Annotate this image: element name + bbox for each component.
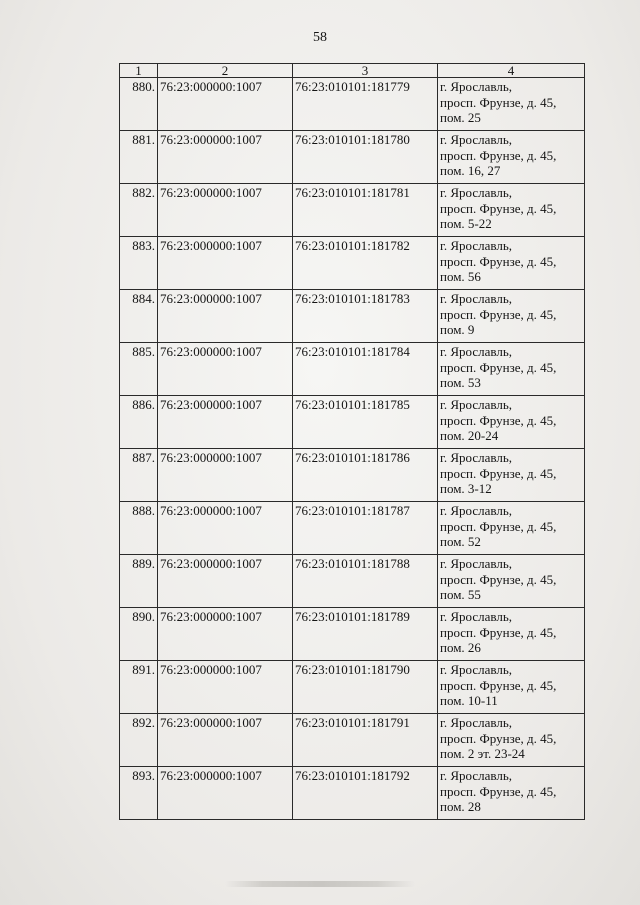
code-cell: 76:23:000000:1007 bbox=[158, 290, 293, 343]
address-line: пом. 28 bbox=[440, 799, 481, 814]
code-cell: 76:23:000000:1007 bbox=[158, 608, 293, 661]
address-line: просп. Фрунзе, д. 45, bbox=[440, 465, 557, 481]
address-line: г. Ярославль, bbox=[440, 185, 513, 200]
row-number-cell: 890. bbox=[120, 608, 158, 661]
address-line: г. Ярославль, bbox=[440, 503, 513, 518]
cadastral-number-cell: 76:23:010101:181791 bbox=[293, 714, 438, 767]
address-line: г. Ярославль, bbox=[440, 291, 513, 306]
address-line: г. Ярославль, bbox=[440, 768, 513, 783]
address-line: пом. 5-22 bbox=[440, 216, 492, 231]
code-cell: 76:23:000000:1007 bbox=[158, 78, 293, 131]
table-row bbox=[120, 502, 585, 555]
row-number-cell: 881. bbox=[120, 131, 158, 184]
address-line: г. Ярославль, bbox=[440, 609, 513, 624]
cadastral-number-cell: 76:23:010101:181780 bbox=[293, 131, 438, 184]
table-row bbox=[120, 131, 585, 184]
cadastral-number-cell: 76:23:010101:181789 bbox=[293, 608, 438, 661]
header-row bbox=[120, 64, 585, 78]
row-number-cell: 893. bbox=[120, 767, 158, 820]
row-number-cell: 882. bbox=[120, 184, 158, 237]
address-cell bbox=[438, 555, 585, 608]
address-cell bbox=[438, 608, 585, 661]
registry-table bbox=[119, 63, 585, 820]
table-row bbox=[120, 78, 585, 131]
code-cell: 76:23:000000:1007 bbox=[158, 555, 293, 608]
address-line: пом. 9 bbox=[440, 322, 475, 337]
cadastral-number-cell: 76:23:010101:181779 bbox=[293, 78, 438, 131]
address-line: просп. Фрунзе, д. 45, bbox=[440, 412, 557, 428]
address-line: пом. 53 bbox=[440, 375, 481, 390]
code-cell: 76:23:000000:1007 bbox=[158, 449, 293, 502]
code-cell: 76:23:000000:1007 bbox=[158, 714, 293, 767]
cadastral-number-cell: 76:23:010101:181790 bbox=[293, 661, 438, 714]
row-number-cell: 886. bbox=[120, 396, 158, 449]
address-line: г. Ярославль, bbox=[440, 715, 513, 730]
address-line: пом. 20-24 bbox=[440, 428, 499, 443]
row-number-cell: 891. bbox=[120, 661, 158, 714]
table-row bbox=[120, 290, 585, 343]
cadastral-number-cell: 76:23:010101:181782 bbox=[293, 237, 438, 290]
address-line: пом. 55 bbox=[440, 587, 481, 602]
address-line: пом. 10-11 bbox=[440, 693, 498, 708]
column-header-1: 1 bbox=[120, 64, 158, 78]
address-line: пом. 25 bbox=[440, 110, 481, 125]
address-line: пом. 26 bbox=[440, 640, 481, 655]
address-line: г. Ярославль, bbox=[440, 397, 513, 412]
address-cell bbox=[438, 661, 585, 714]
row-number-cell: 884. bbox=[120, 290, 158, 343]
address-line: просп. Фрунзе, д. 45, bbox=[440, 730, 557, 746]
table-body bbox=[120, 78, 585, 820]
code-cell: 76:23:000000:1007 bbox=[158, 767, 293, 820]
table-row bbox=[120, 608, 585, 661]
cadastral-number-cell: 76:23:010101:181781 bbox=[293, 184, 438, 237]
address-line: г. Ярославль, bbox=[440, 79, 513, 94]
address-line: просп. Фрунзе, д. 45, bbox=[440, 518, 557, 534]
table-row bbox=[120, 343, 585, 396]
row-number-cell: 883. bbox=[120, 237, 158, 290]
row-number-cell: 892. bbox=[120, 714, 158, 767]
address-line: просп. Фрунзе, д. 45, bbox=[440, 624, 557, 640]
table-row bbox=[120, 237, 585, 290]
cadastral-number-cell: 76:23:010101:181783 bbox=[293, 290, 438, 343]
cadastral-number-cell: 76:23:010101:181784 bbox=[293, 343, 438, 396]
column-header-2: 2 bbox=[158, 64, 293, 78]
address-line: просп. Фрунзе, д. 45, bbox=[440, 783, 557, 799]
address-cell bbox=[438, 449, 585, 502]
cadastral-number-cell: 76:23:010101:181787 bbox=[293, 502, 438, 555]
address-line: просп. Фрунзе, д. 45, bbox=[440, 200, 557, 216]
cadastral-number-cell: 76:23:010101:181792 bbox=[293, 767, 438, 820]
cadastral-number-cell: 76:23:010101:181786 bbox=[293, 449, 438, 502]
address-line: просп. Фрунзе, д. 45, bbox=[440, 94, 557, 110]
code-cell: 76:23:000000:1007 bbox=[158, 502, 293, 555]
address-line: просп. Фрунзе, д. 45, bbox=[440, 306, 557, 322]
address-line: г. Ярославль, bbox=[440, 238, 513, 253]
address-line: пом. 52 bbox=[440, 534, 481, 549]
cadastral-number-cell: 76:23:010101:181788 bbox=[293, 555, 438, 608]
column-header-4: 4 bbox=[438, 64, 585, 78]
address-line: г. Ярославль, bbox=[440, 450, 513, 465]
address-cell bbox=[438, 396, 585, 449]
table-row bbox=[120, 396, 585, 449]
table-row bbox=[120, 714, 585, 767]
column-header-3: 3 bbox=[293, 64, 438, 78]
address-line: просп. Фрунзе, д. 45, bbox=[440, 677, 557, 693]
row-number-cell: 888. bbox=[120, 502, 158, 555]
table-row bbox=[120, 767, 585, 820]
address-cell bbox=[438, 343, 585, 396]
table-row bbox=[120, 661, 585, 714]
code-cell: 76:23:000000:1007 bbox=[158, 396, 293, 449]
address-line: пом. 56 bbox=[440, 269, 481, 284]
row-number-cell: 885. bbox=[120, 343, 158, 396]
row-number-cell: 880. bbox=[120, 78, 158, 131]
address-cell bbox=[438, 78, 585, 131]
row-number-cell: 889. bbox=[120, 555, 158, 608]
code-cell: 76:23:000000:1007 bbox=[158, 237, 293, 290]
address-cell bbox=[438, 714, 585, 767]
code-cell: 76:23:000000:1007 bbox=[158, 184, 293, 237]
table-row bbox=[120, 449, 585, 502]
address-cell bbox=[438, 502, 585, 555]
address-line: г. Ярославль, bbox=[440, 662, 513, 677]
code-cell: 76:23:000000:1007 bbox=[158, 131, 293, 184]
address-cell bbox=[438, 237, 585, 290]
address-cell bbox=[438, 290, 585, 343]
row-number-cell: 887. bbox=[120, 449, 158, 502]
address-line: просп. Фрунзе, д. 45, bbox=[440, 147, 557, 163]
code-cell: 76:23:000000:1007 bbox=[158, 661, 293, 714]
address-line: г. Ярославль, bbox=[440, 556, 513, 571]
address-line: г. Ярославль, bbox=[440, 344, 513, 359]
address-cell bbox=[438, 767, 585, 820]
scan-artifact bbox=[225, 881, 415, 887]
page-number: 58 bbox=[313, 30, 327, 45]
address-line: г. Ярославль, bbox=[440, 132, 513, 147]
address-line: пом. 16, 27 bbox=[440, 163, 501, 178]
address-line: просп. Фрунзе, д. 45, bbox=[440, 571, 557, 587]
address-cell bbox=[438, 131, 585, 184]
code-cell: 76:23:000000:1007 bbox=[158, 343, 293, 396]
table-row bbox=[120, 555, 585, 608]
address-line: пом. 3-12 bbox=[440, 481, 492, 496]
address-cell bbox=[438, 184, 585, 237]
address-line: просп. Фрунзе, д. 45, bbox=[440, 359, 557, 375]
cadastral-number-cell: 76:23:010101:181785 bbox=[293, 396, 438, 449]
address-line: пом. 2 эт. 23-24 bbox=[440, 746, 525, 761]
table-row bbox=[120, 184, 585, 237]
address-line: просп. Фрунзе, д. 45, bbox=[440, 253, 557, 269]
